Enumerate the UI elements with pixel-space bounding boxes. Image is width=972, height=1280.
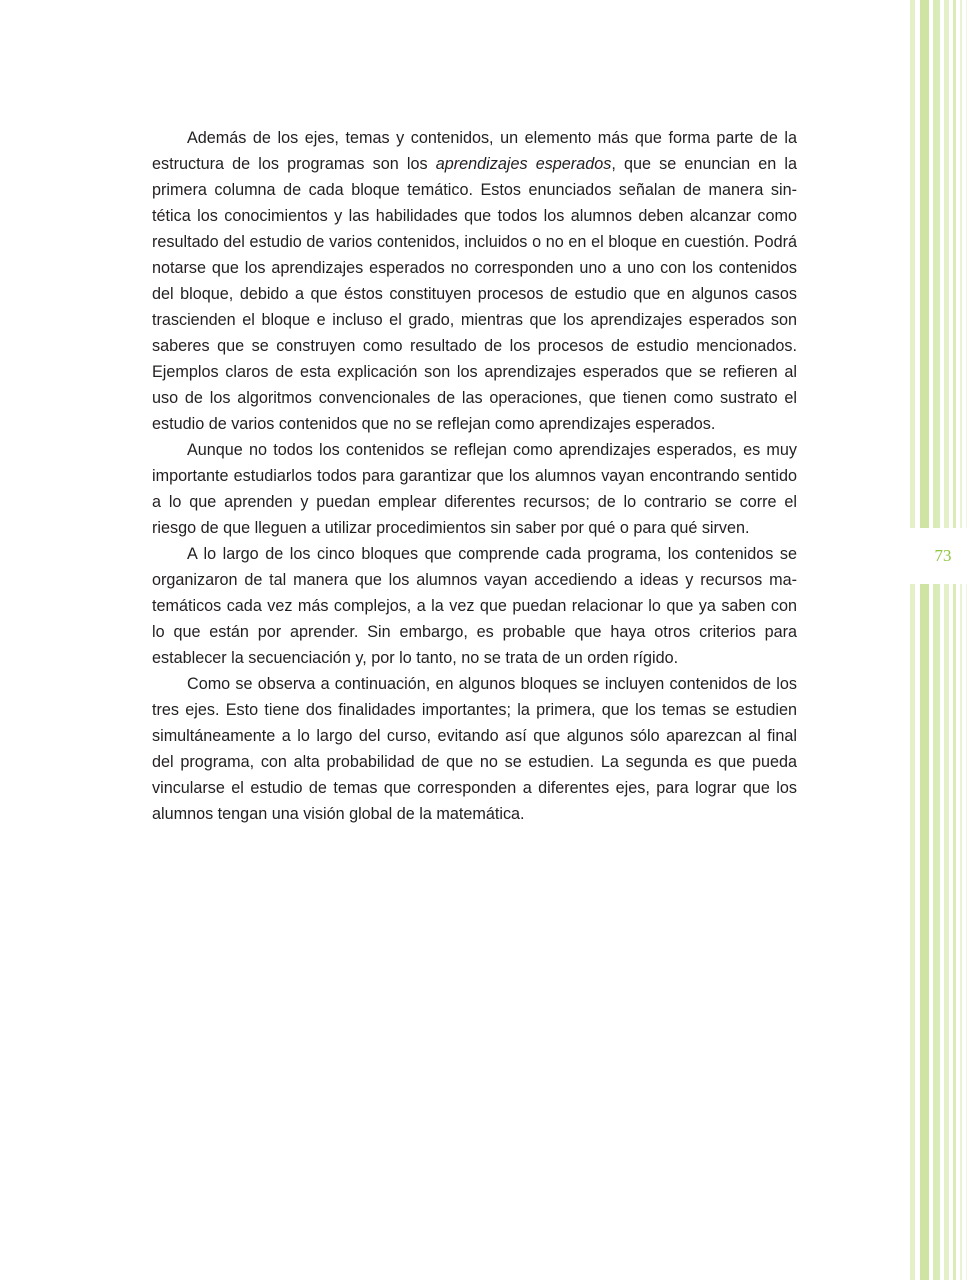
paragraph-3: A lo largo de los cinco bloques que comprende cada programa, los contenidos se organizaron de tal manera que los alumnos vayan accediendo a ideas y recursos matemáticos cada vez más complejos, a la vez que puedan relacionar lo que ya saben con lo que están por aprender. Sin embargo, es probable que haya otros criterios para establecer la secuenciación y, por lo tanto, no se trata de un orden rígido. [152,545,797,667]
margin-stripe [910,0,915,1280]
paragraph-1-text-before: Además de los ejes, temas y contenidos, un elemento más que forma parte de la estructura de los programas son los [152,129,797,173]
margin-stripe [960,0,962,1280]
paragraph-1-emphasis: aprendizajes esperados [435,155,612,173]
margin-stripe [966,0,967,1280]
decorative-margin-stripes [910,0,972,1280]
paragraph-1-text-after: , que se enuncian en la primera columna de cada bloque temático. Estos enunciados señalan de manera sintética los conocimientos y las habilidades que todos los alumnos deben alcanzar como resultado del estudio de varios contenidos, incluidos o no en el bloque en cuestión. Podrá notarse que los aprendizajes esperados no corresponden uno a uno con los contenidos del bloque, debido a que éstos constituyen procesos de estudio que en algunos casos trascienden el bloque e incluso el grado, mientras que los aprendizajes esperados son saberes que se construyen como resultado de los procesos de estudio mencionados. Ejemplos claros de esta explicación son los aprendizajes esperados que se refieren al uso de los algoritmos convencionales de las operaciones, que tienen como sustrato el estudio de varios contenidos que no se reflejan como aprendizajes esperados. [152,155,797,433]
paragraph-2: Aunque no todos los contenidos se reflejan como aprendizajes esperados, es muy importante estudiarlos todos para garantizar que los alumnos vayan encontrando sentido a lo que aprenden y puedan emplear diferentes recursos; de lo contrario se corre el riesgo de que lleguen a utilizar procedimientos sin saber por qué o para qué sirven. [152,441,797,537]
paragraph-1 [152,125,797,437]
page-number: 73 [934,546,952,565]
body-text [152,125,797,827]
margin-stripe [944,0,949,1280]
margin-stripe [920,0,929,1280]
margin-stripe [953,0,956,1280]
margin-stripe [933,0,940,1280]
page-number-box [910,528,972,584]
paragraph-4: Como se observa a continuación, en algunos bloques se incluyen contenidos de los tres ejes. Esto tiene dos finalidades importantes; la primera, que los temas se estudien simultáneamente a lo largo del curso, evitando así que algunos sólo aparezcan al final del programa, con alta probabilidad de que no se estudien. La segunda es que pueda vincularse el estudio de temas que corresponden a diferentes ejes, para lograr que los alumnos tengan una visión global de la matemática. [152,675,797,823]
